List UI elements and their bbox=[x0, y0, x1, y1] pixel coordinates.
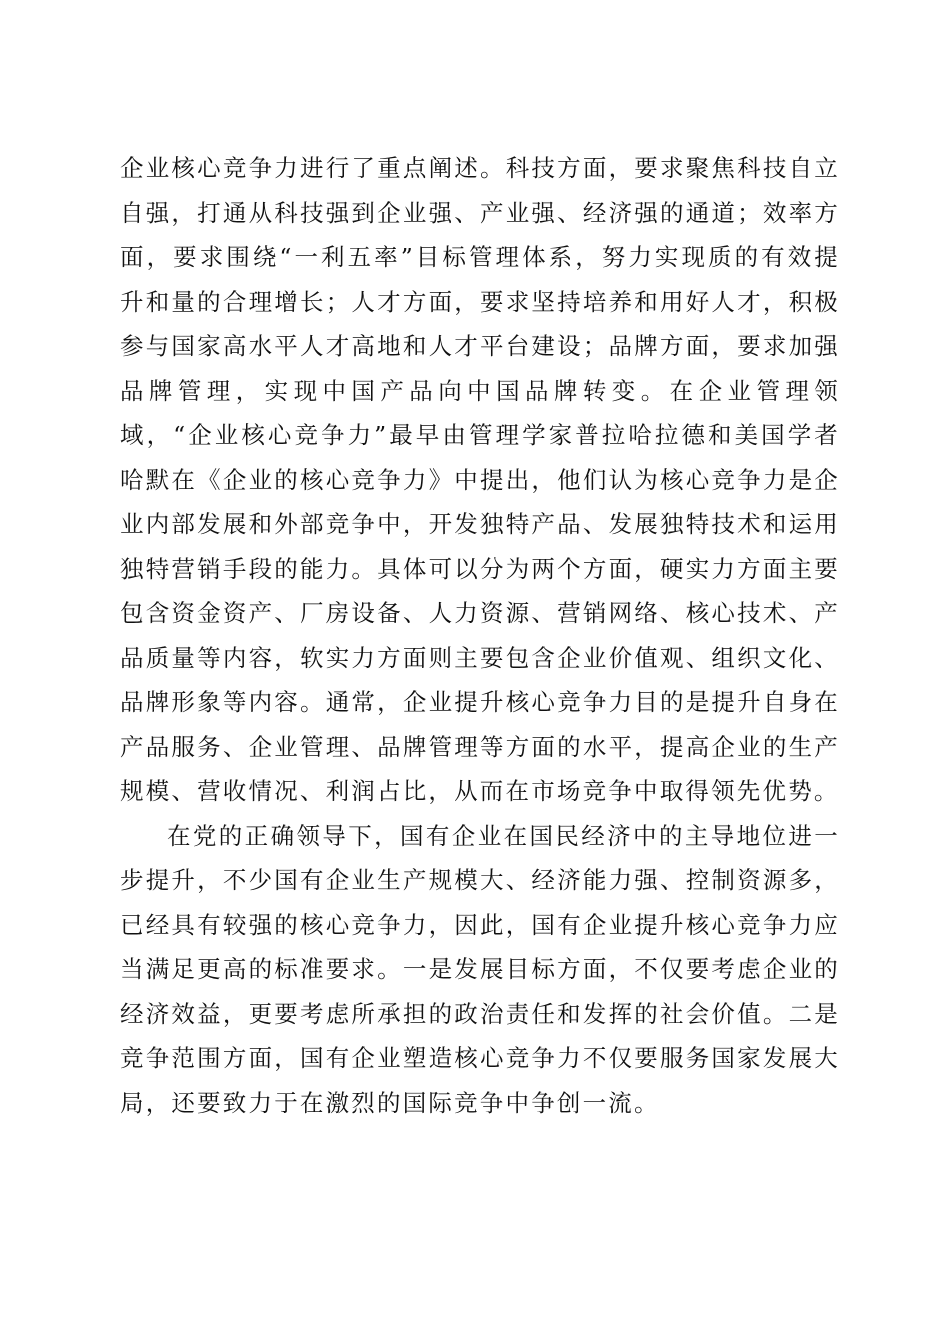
paragraph-2: 在党的正确领导下，国有企业在国民经济中的主导地位进一步提升，不少国有企业生产规模大、经济能力强、控制资源多，已经具有较强的核心竞争力，因此，国有企业提升核心竞争力应当满足更高的标准要求。一是发展目标方面，不仅要考虑企业的经济效益，更要考虑所承担的政治责任和发挥的社会价值。二是竞争范围方面，国有企业塑造核心竞争力不仅要服务国家发展大局，还要致力于在激烈的国际竞争中争创一流。 bbox=[120, 821, 840, 1117]
document-body bbox=[120, 146, 840, 1125]
paragraph-1: 企业核心竞争力进行了重点阐述。科技方面，要求聚焦科技自立自强，打通从科技强到企业强、产业强、经济强的通道；效率方面，要求围绕“一利五率”目标管理体系，努力实现质的有效提升和量的合理增长；人才方面，要求坚持培养和用好人才，积极参与国家高水平人才高地和人才平台建设；品牌方面，要求加强品牌管理，实现中国产品向中国品牌转变。在企业管理领域，“企业核心竞争力”最早由管理学家普拉哈拉德和美国学者哈默在《企业的核心竞争力》中提出，他们认为核心竞争力是企业内部发展和外部竞争中，开发独特产品、发展独特技术和运用独特营销手段的能力。具体可以分为两个方面，硬实力方面主要包含资金资产、厂房设备、人力资源、营销网络、核心技术、产品质量等内容，软实力方面则主要包含企业价值观、组织文化、品牌形象等内容。通常，企业提升核心竞争力目的是提升自身在产品服务、企业管理、品牌管理等方面的水平，提高企业的生产规模、营收情况、利润占比，从而在市场竞争中取得领先优势。 bbox=[120, 154, 840, 805]
